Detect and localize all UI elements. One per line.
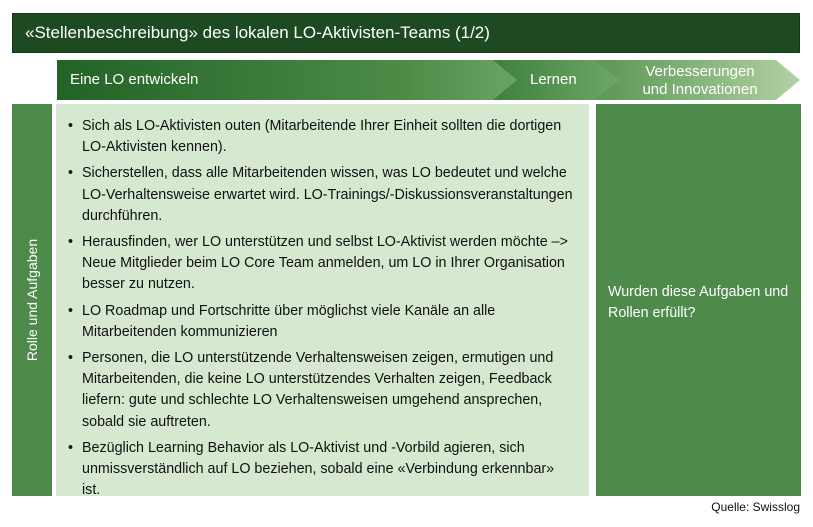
question-text: Wurden diese Aufgaben und Rollen erfüllt? — [608, 284, 789, 321]
role-side-label-text: Rolle und Aufgaben — [24, 238, 40, 362]
role-side-label — [12, 104, 52, 496]
list-item — [68, 438, 575, 502]
tasks-box — [56, 104, 589, 499]
bullet: • — [68, 350, 74, 367]
phase-label-improve — [610, 63, 790, 99]
phase-label-develop: Eine LO entwickeln — [70, 71, 199, 88]
list-item — [68, 348, 575, 433]
bullet: • — [68, 439, 74, 456]
task-list — [68, 116, 575, 501]
task-text: Bezüglich Learning Behavior als LO-Aktivist und -Vorbild agieren, sich unmissverständlich auf LO beziehen, sobald eine «Verbindung erkennbar» ist. — [82, 439, 555, 499]
list-item — [68, 116, 575, 158]
bullet: • — [68, 234, 74, 251]
phase-label-improve-line1: Verbesserungen — [645, 63, 755, 80]
question-box — [596, 104, 801, 496]
task-text: LO Roadmap und Fortschritte über möglichst viele Kanäle an alle Mitarbeitenden kommunizieren — [82, 302, 496, 340]
list-item — [68, 301, 575, 343]
bullet: • — [68, 118, 74, 134]
list-item — [68, 232, 575, 296]
source-note: Quelle: Swisslog — [711, 500, 800, 514]
task-text: Herausfinden, wer LO unterstützen und selbst LO-Aktivist werden möchte –> Neue Mitglieder beim LO Core Team anmelden, um LO in Ihrer Organisation besser zu nutzen. — [82, 234, 568, 293]
bullet: • — [68, 165, 74, 182]
task-text: Personen, die LO unterstützende Verhaltensweisen zeigen, ermutigen und Mitarbeitenden, die keine LO unterstützendes Verhalten zeigen, Feedback liefern: gute und schlechte LO Verhaltensweisen umgehend ansprechen, sobald sie auftreten. — [82, 350, 554, 430]
phase-label-improve-line2: und Innovationen — [642, 81, 758, 98]
task-text: Sicherstellen, dass alle Mitarbeitenden wissen, was LO bedeutet und welche LO-Verhaltensweise erwartet wird. LO-Trainings/-Diskussionsveranstaltungen durchführen. — [82, 165, 573, 224]
bullet: • — [68, 302, 74, 319]
list-item — [68, 163, 575, 227]
task-text: Sich als LO-Aktivisten outen (Mitarbeitende Ihrer Einheit sollten die dortigen LO-Aktivisten kennen). — [82, 118, 562, 156]
phase-label-learn: Lernen — [530, 71, 577, 88]
page-title-text: «Stellenbeschreibung» des lokalen LO-Aktivisten-Teams (1/2) — [25, 23, 490, 42]
